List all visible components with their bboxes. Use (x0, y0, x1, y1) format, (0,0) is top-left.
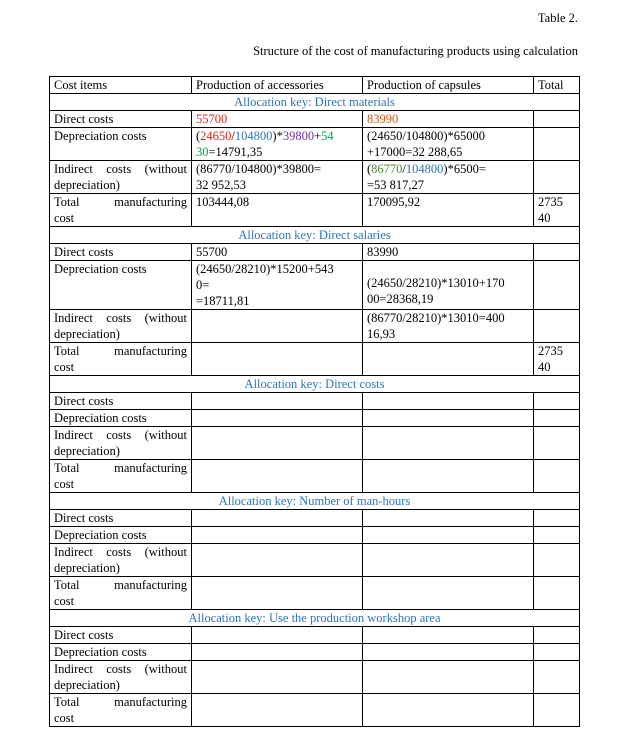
cell-total (534, 410, 580, 427)
row-label: Depreciation costs (50, 527, 192, 544)
header-cost-items: Cost items (50, 77, 192, 94)
row-label: Depreciation costs (50, 128, 192, 161)
row-label: Depreciation costs (50, 410, 192, 427)
table-row (50, 410, 580, 427)
cell-cap (363, 527, 534, 544)
cell-cap: 83990 (363, 111, 534, 128)
section-row (50, 493, 580, 510)
cell-acc: (86770/104800)*39800= 32 952,53 (192, 161, 363, 194)
cell-cap: (86770/104800)*6500= =53 817,27 (363, 161, 534, 194)
section-title: Allocation key: Use the production workshop area (50, 610, 580, 627)
table-row (50, 661, 580, 694)
row-label: Indirect costs (without depreciation) (50, 427, 192, 460)
cell-acc (192, 343, 363, 376)
table-number: Table 2. (537, 11, 578, 25)
header-accessories: Production of accessories (192, 77, 363, 94)
cell-cap (363, 510, 534, 527)
section-title: Allocation key: Direct costs (50, 376, 580, 393)
cell-acc: (24650/28210)*15200+543 0= =18711,81 (192, 261, 363, 310)
table-row (50, 427, 580, 460)
row-label: Total manufacturing cost (50, 460, 192, 493)
row-label: Direct costs (50, 393, 192, 410)
cell-total (534, 627, 580, 644)
cell-acc (192, 510, 363, 527)
cell-acc: 55700 (192, 244, 363, 261)
cell-total (534, 661, 580, 694)
cell-cap: 83990 (363, 244, 534, 261)
header-total: Total (534, 77, 580, 94)
cell-acc (192, 527, 363, 544)
cell-total (534, 460, 580, 493)
cell-acc (192, 661, 363, 694)
cell-acc: (24650/104800)*39800+54 30=14791,35 (192, 128, 363, 161)
table-row (50, 111, 580, 128)
cost-structure-table (49, 76, 580, 727)
section-row (50, 610, 580, 627)
table-row (50, 310, 580, 343)
row-label: Indirect costs (without depreciation) (50, 661, 192, 694)
cell-total (534, 111, 580, 128)
cell-total (534, 577, 580, 610)
cell-total (534, 544, 580, 577)
row-label: Direct costs (50, 111, 192, 128)
table-row (50, 577, 580, 610)
cell-acc (192, 393, 363, 410)
cell-total (534, 128, 580, 161)
row-label: Direct costs (50, 510, 192, 527)
cell-total (534, 644, 580, 661)
table-row (50, 194, 580, 227)
table-caption: Structure of the cost of manufacturing products using calculation (253, 44, 578, 58)
cell-cap (363, 627, 534, 644)
cell-cap: (86770/28210)*13010=400 16,93 (363, 310, 534, 343)
cell-cap (363, 410, 534, 427)
section-title: Allocation key: Number of man-hours (50, 493, 580, 510)
cell-cap (363, 544, 534, 577)
table-row (50, 128, 580, 161)
row-label: Total manufacturing cost (50, 343, 192, 376)
row-label: Indirect costs (without depreciation) (50, 161, 192, 194)
cell-acc (192, 627, 363, 644)
cell-total: 2735 40 (534, 194, 580, 227)
section-title: Allocation key: Direct materials (50, 94, 580, 111)
row-label: Direct costs (50, 244, 192, 261)
cell-cap (363, 661, 534, 694)
cell-cap: (24650/28210)*13010+170 00=28368,19 (363, 261, 534, 310)
row-label: Total manufacturing cost (50, 194, 192, 227)
cell-cap (363, 427, 534, 460)
section-row (50, 376, 580, 393)
section-row (50, 94, 580, 111)
cell-acc (192, 310, 363, 343)
cell-cap: (24650/104800)*65000 +17000=32 288,65 (363, 128, 534, 161)
cell-total (534, 427, 580, 460)
row-label: Depreciation costs (50, 644, 192, 661)
cell-total (534, 310, 580, 343)
table-row (50, 527, 580, 544)
cell-cap: 170095,92 (363, 194, 534, 227)
cell-cap (363, 343, 534, 376)
cell-acc: 103444,08 (192, 194, 363, 227)
section-row (50, 227, 580, 244)
table-row (50, 510, 580, 527)
table-row (50, 544, 580, 577)
cell-total (534, 510, 580, 527)
row-label: Total manufacturing cost (50, 577, 192, 610)
cell-total (534, 261, 580, 310)
table-row (50, 627, 580, 644)
cell-total (534, 161, 580, 194)
header-capsules: Production of capsules (363, 77, 534, 94)
cell-acc (192, 644, 363, 661)
cell-cap (363, 694, 534, 727)
cell-total (534, 694, 580, 727)
cell-cap (363, 460, 534, 493)
row-label: Indirect costs (without depreciation) (50, 310, 192, 343)
cell-acc: 55700 (192, 111, 363, 128)
cell-total (534, 244, 580, 261)
table-row (50, 261, 580, 310)
cell-acc (192, 577, 363, 610)
cell-acc (192, 544, 363, 577)
table-row (50, 460, 580, 493)
row-label: Indirect costs (without depreciation) (50, 544, 192, 577)
row-label: Direct costs (50, 627, 192, 644)
table-row (50, 694, 580, 727)
cell-acc (192, 410, 363, 427)
row-label: Total manufacturing cost (50, 694, 192, 727)
section-title: Allocation key: Direct salaries (50, 227, 580, 244)
row-label: Depreciation costs (50, 261, 192, 310)
cell-acc (192, 460, 363, 493)
cell-total (534, 527, 580, 544)
cell-cap (363, 393, 534, 410)
cell-cap (363, 577, 534, 610)
cell-total (534, 393, 580, 410)
table-row (50, 161, 580, 194)
table-row (50, 393, 580, 410)
cell-acc (192, 427, 363, 460)
header-row (50, 77, 580, 94)
cell-acc (192, 694, 363, 727)
table-row (50, 244, 580, 261)
table-row (50, 644, 580, 661)
table-row (50, 343, 580, 376)
cell-cap (363, 644, 534, 661)
cell-total: 2735 40 (534, 343, 580, 376)
